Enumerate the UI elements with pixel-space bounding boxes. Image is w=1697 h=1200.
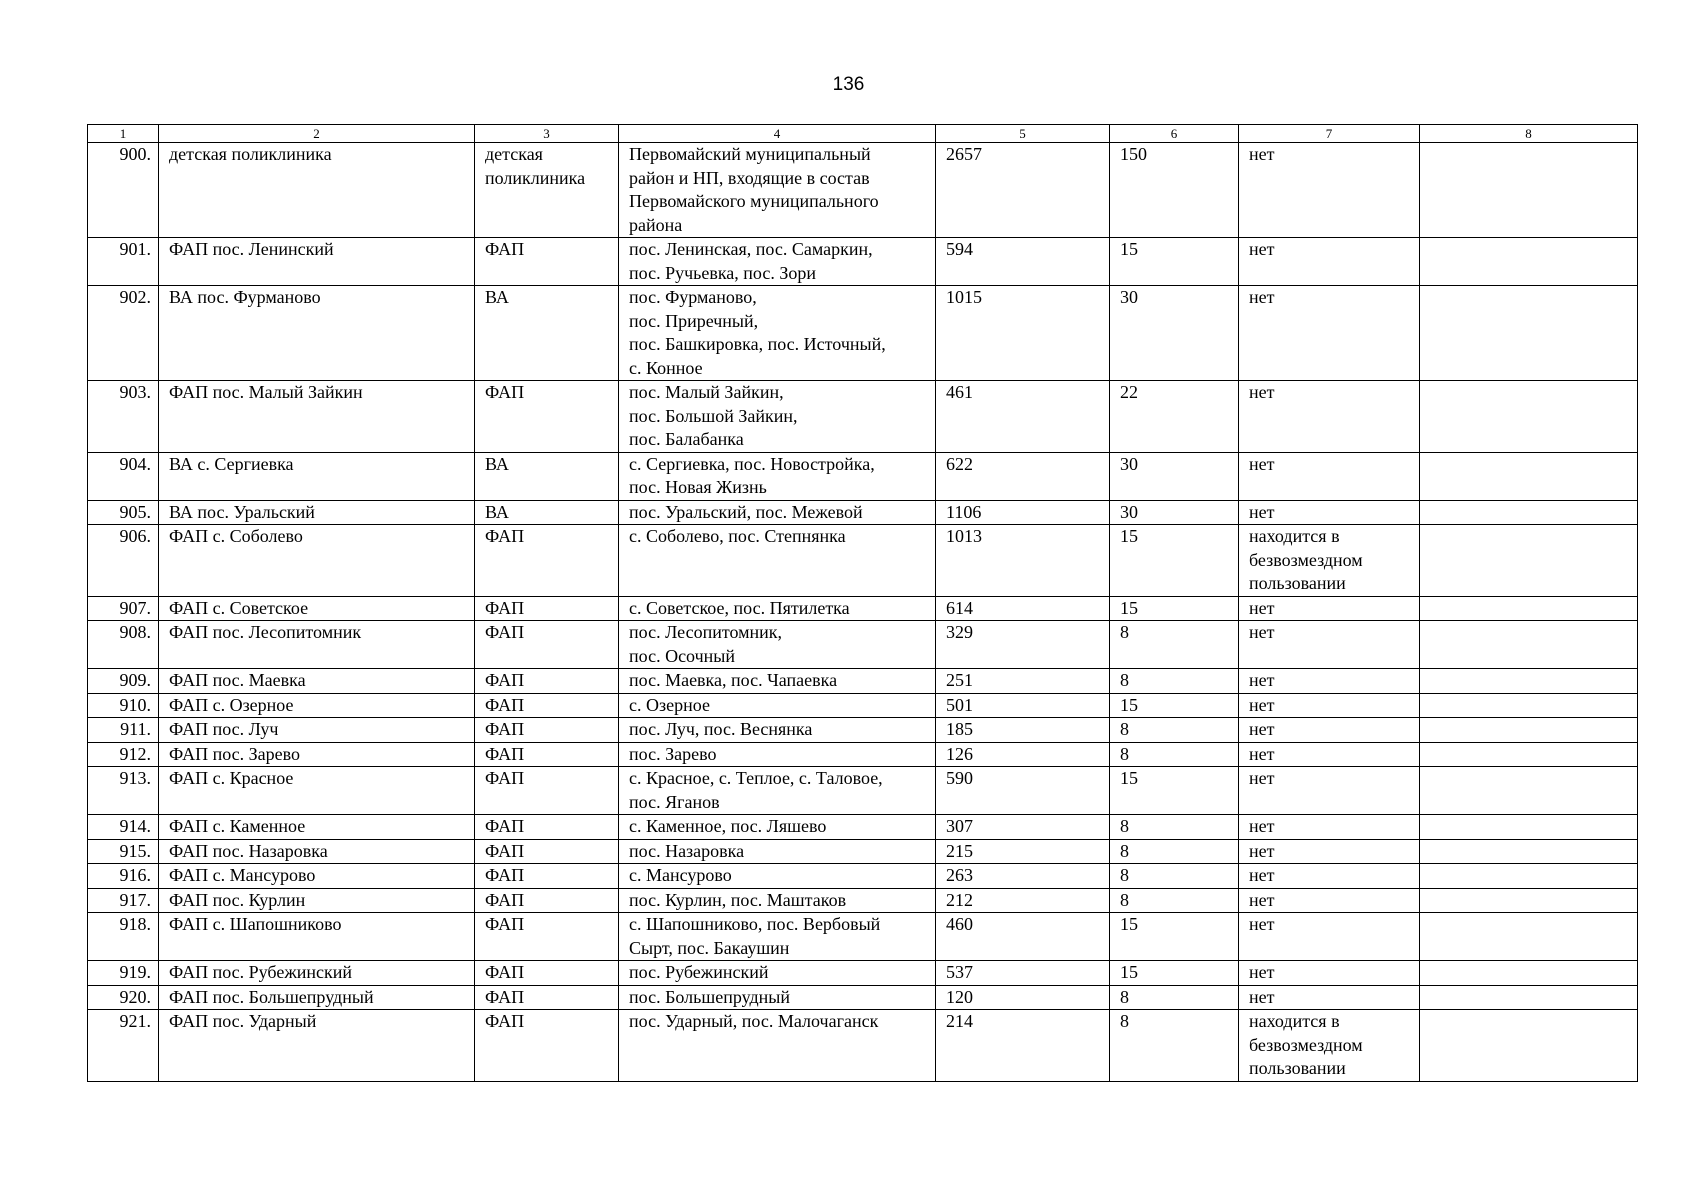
column-8-cell [1420, 888, 1638, 913]
row-number-cell: 913. [88, 767, 159, 815]
facility-type-cell: ФАП [475, 381, 619, 453]
column-6-cell: 8 [1110, 985, 1239, 1010]
facility-type-cell: ФАП [475, 985, 619, 1010]
table-row [88, 143, 1638, 238]
service-area-cell: пос. Зарево [619, 742, 936, 767]
column-6-cell: 8 [1110, 718, 1239, 743]
column-5-cell: 212 [936, 888, 1110, 913]
facility-type-cell: ФАП [475, 767, 619, 815]
facility-name-cell: ФАП пос. Ленинский [159, 238, 475, 286]
service-area-cell: пос. Уральский, пос. Межевой [619, 500, 936, 525]
table-row [88, 839, 1638, 864]
column-5-cell: 537 [936, 961, 1110, 986]
row-number-cell: 902. [88, 286, 159, 381]
column-6-cell: 30 [1110, 286, 1239, 381]
facility-type-cell: ФАП [475, 621, 619, 669]
column-8-cell [1420, 985, 1638, 1010]
facility-type-cell: ФАП [475, 839, 619, 864]
table-row [88, 913, 1638, 961]
column-7-cell: нет [1239, 718, 1420, 743]
facility-type-cell: ФАП [475, 718, 619, 743]
column-6-cell: 15 [1110, 525, 1239, 597]
facility-type-cell: ФАП [475, 961, 619, 986]
column-8-cell [1420, 864, 1638, 889]
table-row [88, 621, 1638, 669]
service-area-cell: с. Мансурово [619, 864, 936, 889]
row-number-cell: 919. [88, 961, 159, 986]
facility-type-cell: ФАП [475, 525, 619, 597]
row-number-cell: 910. [88, 693, 159, 718]
column-8-cell [1420, 961, 1638, 986]
column-8-cell [1420, 1010, 1638, 1082]
column-7-cell: нет [1239, 985, 1420, 1010]
facility-name-cell: ФАП пос. Ударный [159, 1010, 475, 1082]
column-8-cell [1420, 693, 1638, 718]
service-area-cell: с. Озерное [619, 693, 936, 718]
service-area-cell: пос. Лесопитомник, пос. Осочный [619, 621, 936, 669]
row-number-cell: 911. [88, 718, 159, 743]
column-8-cell [1420, 452, 1638, 500]
column-5-cell: 614 [936, 596, 1110, 621]
row-number-cell: 905. [88, 500, 159, 525]
facility-type-cell: ВА [475, 500, 619, 525]
column-8-cell [1420, 500, 1638, 525]
facility-name-cell: детская поликлиника [159, 143, 475, 238]
column-8-cell [1420, 621, 1638, 669]
facility-name-cell: ФАП пос. Малый Зайкин [159, 381, 475, 453]
column-8-cell [1420, 767, 1638, 815]
column-5-cell: 185 [936, 718, 1110, 743]
facility-type-cell: ФАП [475, 596, 619, 621]
column-5-cell: 501 [936, 693, 1110, 718]
facility-type-cell: ФАП [475, 913, 619, 961]
column-6-cell: 150 [1110, 143, 1239, 238]
column-7-cell: нет [1239, 839, 1420, 864]
column-6-cell: 8 [1110, 864, 1239, 889]
facility-type-cell: ФАП [475, 742, 619, 767]
column-8-cell [1420, 596, 1638, 621]
table-row [88, 669, 1638, 694]
facility-name-cell: ВА пос. Фурманово [159, 286, 475, 381]
row-number-cell: 909. [88, 669, 159, 694]
column-5-cell: 2657 [936, 143, 1110, 238]
row-number-cell: 920. [88, 985, 159, 1010]
row-number-cell: 914. [88, 815, 159, 840]
column-7-cell: нет [1239, 596, 1420, 621]
column-8-cell [1420, 839, 1638, 864]
table-body [88, 143, 1638, 1082]
column-header-5: 5 [936, 125, 1110, 143]
row-number-cell: 916. [88, 864, 159, 889]
table-row [88, 500, 1638, 525]
table-row [88, 815, 1638, 840]
column-7-cell: нет [1239, 767, 1420, 815]
column-7-cell: нет [1239, 669, 1420, 694]
column-6-cell: 8 [1110, 742, 1239, 767]
service-area-cell: пос. Луч, пос. Веснянка [619, 718, 936, 743]
column-8-cell [1420, 381, 1638, 453]
row-number-cell: 915. [88, 839, 159, 864]
column-7-cell: нет [1239, 500, 1420, 525]
row-number-cell: 904. [88, 452, 159, 500]
row-number-cell: 921. [88, 1010, 159, 1082]
facility-name-cell: ФАП пос. Назаровка [159, 839, 475, 864]
facilities-table [87, 124, 1638, 1082]
column-7-cell: нет [1239, 693, 1420, 718]
table-row [88, 596, 1638, 621]
row-number-cell: 903. [88, 381, 159, 453]
column-7-cell: нет [1239, 238, 1420, 286]
service-area-cell: пос. Маевка, пос. Чапаевка [619, 669, 936, 694]
facility-type-cell: ФАП [475, 864, 619, 889]
table-row [88, 525, 1638, 597]
facility-name-cell: ФАП пос. Рубежинский [159, 961, 475, 986]
column-6-cell: 8 [1110, 815, 1239, 840]
column-5-cell: 594 [936, 238, 1110, 286]
facility-name-cell: ФАП с. Соболево [159, 525, 475, 597]
row-number-cell: 900. [88, 143, 159, 238]
column-6-cell: 8 [1110, 888, 1239, 913]
column-header-1: 1 [88, 125, 159, 143]
row-number-cell: 907. [88, 596, 159, 621]
column-5-cell: 1013 [936, 525, 1110, 597]
service-area-cell: с. Шапошниково, пос. Вербовый Сырт, пос. Бакаушин [619, 913, 936, 961]
table-row [88, 864, 1638, 889]
column-7-cell: находится в безвозмездном пользовании [1239, 1010, 1420, 1082]
facility-type-cell: ФАП [475, 888, 619, 913]
table-row [88, 381, 1638, 453]
column-5-cell: 251 [936, 669, 1110, 694]
service-area-cell: пос. Курлин, пос. Маштаков [619, 888, 936, 913]
column-5-cell: 622 [936, 452, 1110, 500]
service-area-cell: с. Каменное, пос. Ляшево [619, 815, 936, 840]
column-5-cell: 329 [936, 621, 1110, 669]
facility-name-cell: ВА пос. Уральский [159, 500, 475, 525]
column-6-cell: 22 [1110, 381, 1239, 453]
table-row [88, 767, 1638, 815]
column-8-cell [1420, 742, 1638, 767]
service-area-cell: пос. Большепрудный [619, 985, 936, 1010]
facility-type-cell: детская поликлиника [475, 143, 619, 238]
column-5-cell: 215 [936, 839, 1110, 864]
column-7-cell: нет [1239, 913, 1420, 961]
service-area-cell: с. Сергиевка, пос. Новостройка, пос. Новая Жизнь [619, 452, 936, 500]
column-7-cell: нет [1239, 286, 1420, 381]
column-8-cell [1420, 913, 1638, 961]
column-header-8: 8 [1420, 125, 1638, 143]
table-row [88, 888, 1638, 913]
facility-type-cell: ФАП [475, 238, 619, 286]
column-7-cell: нет [1239, 621, 1420, 669]
column-6-cell: 15 [1110, 238, 1239, 286]
column-8-cell [1420, 525, 1638, 597]
service-area-cell: пос. Малый Зайкин, пос. Большой Зайкин, пос. Балабанка [619, 381, 936, 453]
column-8-cell [1420, 815, 1638, 840]
column-7-cell: нет [1239, 381, 1420, 453]
column-header-4: 4 [619, 125, 936, 143]
facility-type-cell: ВА [475, 452, 619, 500]
facility-name-cell: ФАП пос. Курлин [159, 888, 475, 913]
page-number: 136 [832, 74, 865, 95]
row-number-cell: 901. [88, 238, 159, 286]
facility-type-cell: ФАП [475, 1010, 619, 1082]
table-row [88, 742, 1638, 767]
column-8-cell [1420, 669, 1638, 694]
column-5-cell: 1015 [936, 286, 1110, 381]
row-number-cell: 912. [88, 742, 159, 767]
column-5-cell: 460 [936, 913, 1110, 961]
facility-name-cell: ФАП пос. Маевка [159, 669, 475, 694]
facility-name-cell: ФАП с. Каменное [159, 815, 475, 840]
facility-type-cell: ФАП [475, 669, 619, 694]
facility-name-cell: ФАП пос. Большепрудный [159, 985, 475, 1010]
table-row [88, 238, 1638, 286]
service-area-cell: пос. Фурманово, пос. Приречный, пос. Башкировка, пос. Источный, с. Конное [619, 286, 936, 381]
column-5-cell: 126 [936, 742, 1110, 767]
column-5-cell: 263 [936, 864, 1110, 889]
column-5-cell: 307 [936, 815, 1110, 840]
column-header-6: 6 [1110, 125, 1239, 143]
facility-name-cell: ФАП с. Советское [159, 596, 475, 621]
column-6-cell: 15 [1110, 596, 1239, 621]
column-header-7: 7 [1239, 125, 1420, 143]
column-6-cell: 15 [1110, 961, 1239, 986]
column-7-cell: нет [1239, 961, 1420, 986]
column-6-cell: 15 [1110, 767, 1239, 815]
column-6-cell: 15 [1110, 693, 1239, 718]
column-7-cell: нет [1239, 742, 1420, 767]
column-6-cell: 8 [1110, 669, 1239, 694]
column-8-cell [1420, 143, 1638, 238]
facility-name-cell: ФАП пос. Луч [159, 718, 475, 743]
column-6-cell: 15 [1110, 913, 1239, 961]
service-area-cell: пос. Ударный, пос. Малочаганск [619, 1010, 936, 1082]
facility-type-cell: ВА [475, 286, 619, 381]
column-5-cell: 461 [936, 381, 1110, 453]
facility-type-cell: ФАП [475, 693, 619, 718]
facility-name-cell: ФАП пос. Лесопитомник [159, 621, 475, 669]
table-row [88, 961, 1638, 986]
service-area-cell: с. Красное, с. Теплое, с. Таловое, пос. Яганов [619, 767, 936, 815]
column-8-cell [1420, 238, 1638, 286]
row-number-cell: 918. [88, 913, 159, 961]
column-7-cell: нет [1239, 452, 1420, 500]
table-row [88, 718, 1638, 743]
facility-name-cell: ФАП пос. Зарево [159, 742, 475, 767]
service-area-cell: пос. Назаровка [619, 839, 936, 864]
facility-name-cell: ФАП с. Шапошниково [159, 913, 475, 961]
column-6-cell: 8 [1110, 839, 1239, 864]
service-area-cell: с. Соболево, пос. Степнянка [619, 525, 936, 597]
table-row [88, 985, 1638, 1010]
column-5-cell: 120 [936, 985, 1110, 1010]
column-header-3: 3 [475, 125, 619, 143]
row-number-cell: 906. [88, 525, 159, 597]
service-area-cell: с. Советское, пос. Пятилетка [619, 596, 936, 621]
column-6-cell: 8 [1110, 621, 1239, 669]
table-row [88, 693, 1638, 718]
facility-name-cell: ФАП с. Красное [159, 767, 475, 815]
facility-name-cell: ФАП с. Озерное [159, 693, 475, 718]
column-8-cell [1420, 718, 1638, 743]
column-8-cell [1420, 286, 1638, 381]
table-row [88, 286, 1638, 381]
row-number-cell: 917. [88, 888, 159, 913]
column-7-cell: нет [1239, 864, 1420, 889]
service-area-cell: пос. Ленинская, пос. Самаркин, пос. Ручьевка, пос. Зори [619, 238, 936, 286]
column-header-2: 2 [159, 125, 475, 143]
column-6-cell: 30 [1110, 452, 1239, 500]
column-7-cell: находится в безвозмездном пользовании [1239, 525, 1420, 597]
column-7-cell: нет [1239, 143, 1420, 238]
column-7-cell: нет [1239, 888, 1420, 913]
table-row [88, 1010, 1638, 1082]
column-6-cell: 8 [1110, 1010, 1239, 1082]
facility-name-cell: ФАП с. Мансурово [159, 864, 475, 889]
row-number-cell: 908. [88, 621, 159, 669]
column-5-cell: 1106 [936, 500, 1110, 525]
column-5-cell: 214 [936, 1010, 1110, 1082]
service-area-cell: Первомайский муниципальный район и НП, входящие в состав Первомайского муниципального района [619, 143, 936, 238]
column-7-cell: нет [1239, 815, 1420, 840]
facility-name-cell: ВА с. Сергиевка [159, 452, 475, 500]
column-6-cell: 30 [1110, 500, 1239, 525]
service-area-cell: пос. Рубежинский [619, 961, 936, 986]
column-5-cell: 590 [936, 767, 1110, 815]
header-row [88, 125, 1638, 143]
table-row [88, 452, 1638, 500]
facility-type-cell: ФАП [475, 815, 619, 840]
